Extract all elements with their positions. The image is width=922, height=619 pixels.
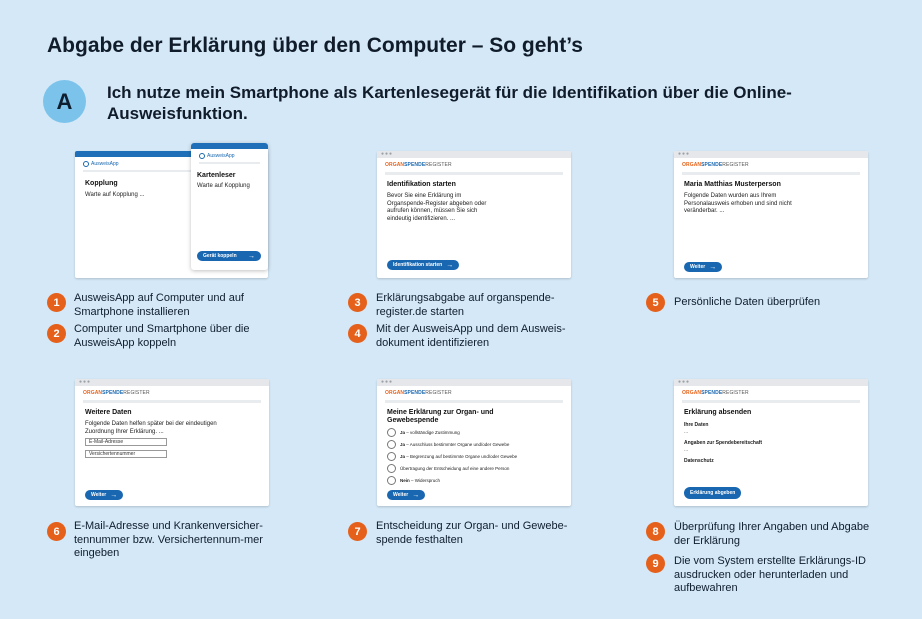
section-donation-details-value: ...	[684, 447, 689, 453]
screen-heading: Identifikation starten	[387, 181, 456, 188]
section-subtitle: Ich nutze mein Smartphone als Kartenlesegerät für die Identifikation über die Online-Ausweisfunktion.	[107, 83, 792, 123]
next-button[interactable]: Weiter →	[387, 490, 425, 500]
step-number-9: 9	[646, 554, 665, 573]
screen-body: Folgende Daten helfen später bei der eindeutigen Zuordnung Ihrer Erklärung. ...	[85, 421, 217, 435]
section-your-data-value: ...	[684, 429, 689, 435]
organspende-register-logo: ORGANSPENDEREGISTER	[682, 162, 749, 168]
organspende-register-logo: ORGANSPENDEREGISTER	[83, 390, 150, 396]
step-text-6: E-Mail-Adresse und Krankenversicher-tennummer bzw. Versichertennum-mer eingeben	[74, 520, 263, 559]
divider	[385, 400, 563, 403]
step-text-4: Mit der AusweisApp und dem Ausweis-dokument identifizieren	[376, 323, 566, 349]
radio-button[interactable]	[387, 452, 396, 461]
step-number-4: 4	[348, 324, 367, 343]
window-dots-icon: ●●●	[678, 379, 691, 385]
identification-screen	[377, 151, 571, 278]
option-full-consent[interactable]: Ja – vollständige Zustimmung	[387, 427, 561, 437]
step-text-5: Persönliche Daten überprüfen	[674, 296, 821, 308]
divider	[682, 400, 860, 403]
screen-body: Warte auf Kopplung	[197, 183, 250, 189]
step-text-3: Erklärungsabgabe auf organspende-register.de starten	[376, 292, 555, 318]
section-your-data: Ihre Daten	[684, 422, 709, 428]
ausweisapp-logo: AusweisApp	[83, 161, 260, 167]
personal-data-screen	[674, 151, 868, 278]
ausweisapp-icon	[199, 153, 205, 159]
arrow-right-icon: →	[446, 261, 454, 269]
ausweisapp-icon	[83, 161, 89, 167]
divider	[199, 162, 260, 164]
divider	[682, 172, 860, 175]
window-dots-icon: ●●●	[381, 379, 394, 385]
screen-heading: Kartenleser	[197, 172, 236, 179]
arrow-right-icon: →	[412, 491, 420, 499]
divider	[385, 172, 563, 175]
declaration-screen	[377, 379, 571, 506]
screen-heading: Weitere Daten	[85, 409, 132, 416]
radio-button[interactable]	[387, 476, 396, 485]
option-exclusion[interactable]: Ja – Ausschluss bestimmter Organe und/oder Gewebe	[387, 439, 561, 449]
arrow-right-icon: →	[110, 491, 118, 499]
screen-body: Folgende Daten wurden aus Ihrem Personalausweis erhoben und sind nicht veränderbar. ...	[684, 193, 792, 214]
step-text-1: AusweisApp auf Computer und auf Smartphone installieren	[74, 292, 244, 318]
radio-button[interactable]	[387, 428, 396, 437]
step-number-5: 5	[646, 293, 665, 312]
screen-heading: Meine Erklärung zur Organ- und Gewebespende	[387, 409, 494, 424]
ausweisapp-logo: AusweisApp	[199, 153, 260, 159]
pair-device-button[interactable]: Gerät koppeln →	[197, 251, 261, 261]
section-donation-details: Angaben zur Spendebereitschaft	[684, 440, 763, 446]
screen-heading: Maria Matthias Musterperson	[684, 181, 781, 188]
divider	[83, 400, 261, 403]
section-letter-badge: A	[43, 80, 86, 123]
arrow-right-icon: →	[248, 252, 255, 260]
page-title: Abgabe der Erklärung über den Computer – So geht’s	[47, 34, 583, 57]
start-identification-button[interactable]: Identifikation starten →	[387, 260, 459, 270]
pairing-phone-screen	[191, 143, 268, 270]
option-objection[interactable]: Nein – Widerspruch	[387, 475, 561, 485]
step-number-6: 6	[47, 522, 66, 541]
window-dots-icon: ●●●	[79, 379, 92, 385]
screen-body: Warte auf Kopplung ...	[85, 192, 145, 198]
step-text-2: Computer und Smartphone über die AusweisApp koppeln	[74, 323, 250, 349]
step-number-2: 2	[47, 324, 66, 343]
step-number-3: 3	[348, 293, 367, 312]
next-button[interactable]: Weiter →	[85, 490, 123, 500]
app-header-bar	[191, 143, 268, 149]
section-privacy: Datenschutz	[684, 458, 714, 464]
organspende-register-logo: ORGANSPENDEREGISTER	[682, 390, 749, 396]
email-field[interactable]: E-Mail-Adresse	[85, 438, 167, 446]
declaration-options	[377, 427, 571, 485]
screen-body: Bevor Sie eine Erklärung im Organspende-Register abgeben oder aufrufen können, müssen Sie sich eindeutig identifizieren. ...	[387, 193, 487, 222]
screen-heading: Erklärung absenden	[684, 409, 752, 416]
further-data-screen	[75, 379, 269, 506]
arrow-right-icon: →	[709, 263, 717, 271]
step-number-1: 1	[47, 293, 66, 312]
option-limitation[interactable]: Ja – Begrenzung auf bestimmte Organe und/oder Gewebe	[387, 451, 561, 461]
radio-button[interactable]	[387, 464, 396, 473]
window-dots-icon: ●●●	[381, 151, 394, 157]
step-text-8: Überprüfung Ihrer Angaben und Abgabe der Erklärung	[674, 521, 870, 547]
step-text-9: Die vom System erstellte Erklärungs-ID ausdrucken oder herunterladen und aufbewahren	[674, 555, 866, 594]
screen-heading: Kopplung	[85, 180, 118, 187]
radio-button[interactable]	[387, 440, 396, 449]
step-number-7: 7	[348, 522, 367, 541]
option-transfer-decision[interactable]: Übertragung der Entscheidung auf eine andere Person	[387, 463, 561, 473]
organspende-register-logo: ORGANSPENDEREGISTER	[385, 390, 452, 396]
insurance-number-field[interactable]: Versichertennummer	[85, 450, 167, 458]
submit-declaration-button[interactable]: Erklärung abgeben	[684, 487, 741, 499]
step-text-7: Entscheidung zur Organ- und Gewebe-spende festhalten	[376, 520, 568, 546]
next-button[interactable]: Weiter →	[684, 262, 722, 272]
organspende-register-logo: ORGANSPENDEREGISTER	[385, 162, 452, 168]
submit-screen	[674, 379, 868, 506]
window-dots-icon: ●●●	[678, 151, 691, 157]
step-number-8: 8	[646, 522, 665, 541]
